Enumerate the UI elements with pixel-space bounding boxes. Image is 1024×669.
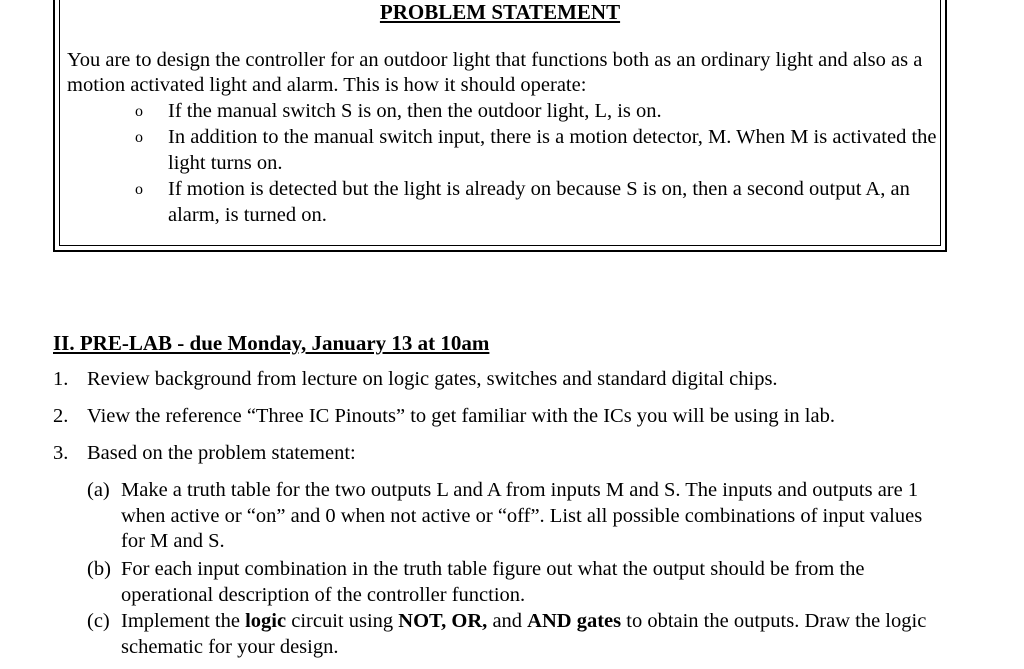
bold-and-gates: AND gates [527,610,622,632]
bullet-marker: o [135,181,143,198]
prelab-item-text: Based on the problem statement: [87,442,356,464]
bold-not-or: NOT, OR, [398,610,488,632]
prelab-item-text: View the reference “Three IC Pinouts” to get familiar with the ICs you will be using in lab. [87,405,835,427]
subitem-label: (b) [87,558,111,580]
subitem-text: Implement the logic circuit using NOT, OR, and AND gates to obtain the outputs. Draw the logic schematic for your design. [121,610,927,658]
bullet-marker: o [135,103,143,120]
problem-statement-box [53,0,947,252]
subitem-text: Make a truth table for the two outputs L and A from inputs M and S. The inputs and outputs are 1 when active or “on” and 0 when not active or “off”. List all possible combinations of input values for M and S. [121,479,923,552]
bold-logic: logic [245,610,287,632]
problem-statement-intro: You are to design the controller for an outdoor light that functions both as an ordinary light and also as a motion activated light and alarm. This is how it should operate: [67,49,923,96]
prelab-item-number: 3. [53,442,69,464]
prelab-item-number: 1. [53,368,69,390]
subitem-label: (a) [87,479,110,501]
subitem-text: For each input combination in the truth table figure out what the output should be from the operational description of the controller function. [121,558,865,606]
subitem-label: (c) [87,610,110,632]
bullet-text: If the manual switch S is on, then the outdoor light, L, is on. [168,100,662,122]
bullet-text: If motion is detected but the light is already on because S is on, then a second output A, an alarm, is turned on. [168,178,910,226]
problem-statement-title: PROBLEM STATEMENT [379,0,621,24]
prelab-heading: II. PRE-LAB - due Monday, January 13 at 10am [53,331,490,355]
bullet-text: In addition to the manual switch input, there is a motion detector, M. When M is activated the light turns on. [168,126,937,174]
prelab-item-text: Review background from lecture on logic gates, switches and standard digital chips. [87,368,778,390]
bullet-marker: o [135,129,143,146]
prelab-item-number: 2. [53,405,69,427]
